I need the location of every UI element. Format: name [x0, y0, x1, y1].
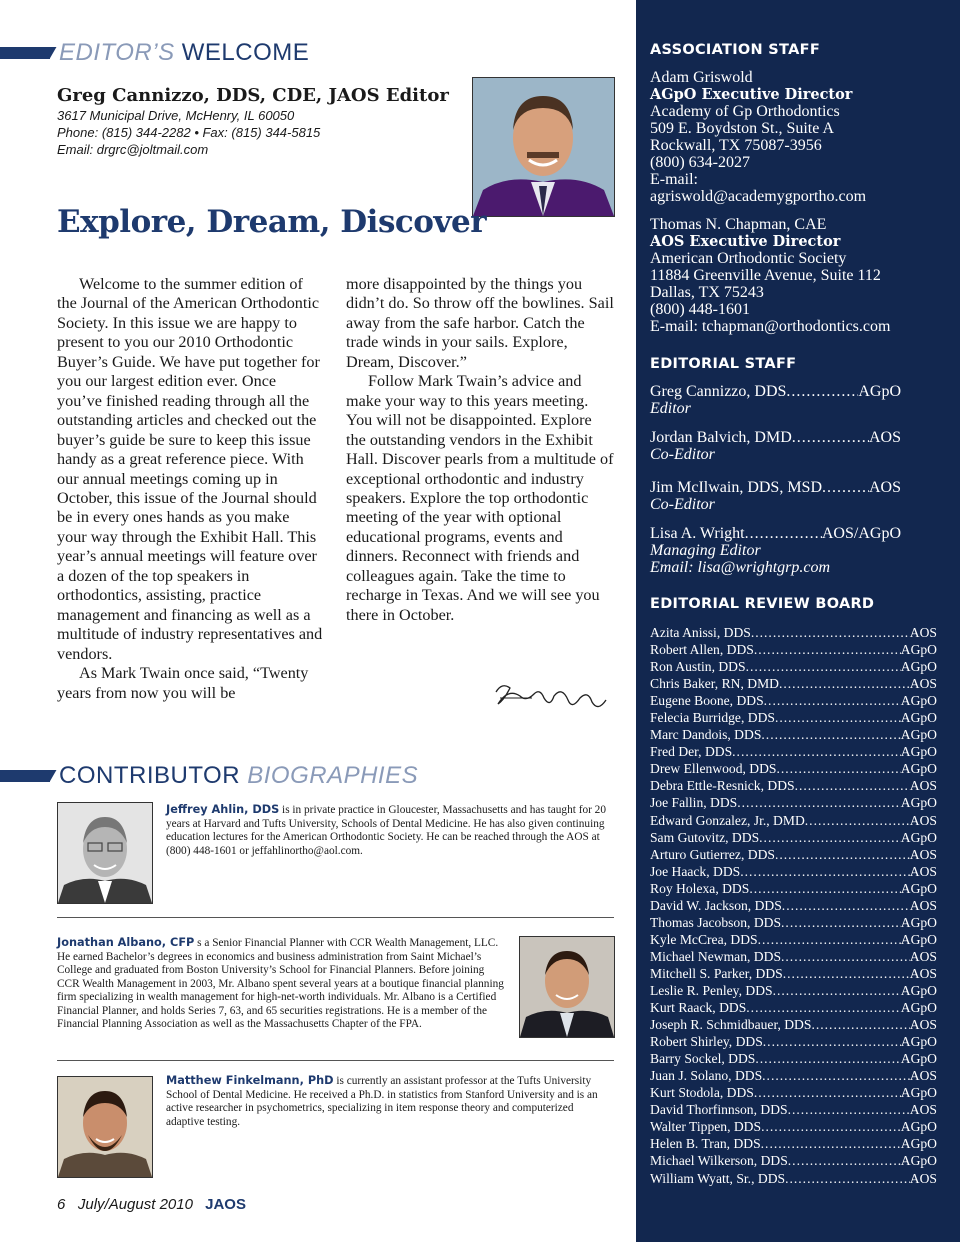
member-org: AOS	[909, 812, 937, 828]
contributor-name: Matthew Finkelmann, PhD	[166, 1074, 334, 1087]
review-board-member	[650, 743, 937, 760]
member-name: David Thorfinnson, DDS	[650, 1102, 788, 1118]
editorial-entry	[650, 525, 901, 576]
review-board-member	[650, 641, 937, 658]
member-org: AOS	[909, 1170, 937, 1186]
editors-welcome-heading	[59, 39, 309, 67]
review-board-list	[650, 624, 937, 1187]
review-board-heading: EDITORIAL REVIEW BOARD	[650, 596, 875, 612]
editorial-entry	[650, 479, 901, 513]
review-board-member	[650, 692, 937, 709]
staff-role: AOS Executive Director	[650, 233, 841, 250]
article-paragraph: As Mark Twain once said, “Twenty years from now you will be	[57, 664, 309, 702]
editor-staff-name: Greg Cannizzo, DDS	[650, 383, 787, 400]
staff-sidebar	[636, 0, 960, 1242]
member-name: Eugene Boone, DDS	[650, 693, 764, 709]
staff-address-1: 509 E. Boydston St., Suite A	[650, 120, 835, 137]
member-org: AGpO	[900, 982, 937, 998]
review-board-member	[650, 846, 937, 863]
member-org: AOS	[909, 1017, 937, 1033]
editor-signature	[492, 678, 610, 714]
member-name: Ron Austin, DDS	[650, 659, 746, 675]
review-board-member	[650, 1152, 937, 1169]
member-org: AGpO	[900, 727, 937, 743]
review-board-member	[650, 1050, 937, 1067]
editor-staff-org: AOS/AGpO	[821, 525, 901, 542]
review-board-member	[650, 794, 937, 811]
member-org: AOS	[909, 625, 937, 640]
review-board-member	[650, 812, 937, 829]
staff-role: AGpO Executive Director	[650, 86, 853, 103]
article-paragraph: Welcome to the summer edition of the Journal of the American Orthodontic Society. In this issue we are happy to present to you our 2010 Orthodontic Buyer’s Guide. We have put together for you our largest edition ever. Once you’ve finished reading through all the outstanding articles and checked out the buyer’s guide be sure to keep this issue handy as a great reference piece. With our annual meetings coming up in October, this issue of the Journal should be in every ones hands as you make your way through the Exhibit Hall. This year’s annual meetings will feature over a dozen of the top speakers in orthodontics, assisting, practice management and financing as well as a multitude of industry representatives and vendors.	[57, 275, 323, 663]
member-name: Sam Gutovitz, DDS	[650, 829, 760, 845]
staff-name: Adam Griswold	[650, 69, 753, 86]
association-staff-heading: ASSOCIATION STAFF	[650, 42, 821, 58]
editor-staff-name: Jim McIlwain, DDS, MSD	[650, 479, 823, 496]
contributor-text: s a Senior Financial Planner with CCR Wealth Management, LLC. He earned Bachelor’s degrees in economics and business administration from Saint Michael’s College and graduated from Boston University’s School for Financial Planners. Before joining CCR Wealth Management in 2003, Mr. Albano spent several years at a boutique financial planning firm specializing in wealth management for high-net-worth individuals. Mr. Albano is a Certified Financial Planner, and holds Series 7, 63, and 65 securities registrations. He is a member of the Financial Planning Association as well as the Massachusetts Chapter of the FPA.	[57, 937, 504, 1030]
review-board-member	[650, 1033, 937, 1050]
staff-email: agriswold@academygportho.com	[650, 188, 867, 205]
staff-org: American Orthodontic Society	[650, 250, 847, 267]
staff-entry	[650, 216, 950, 335]
staff-org: Academy of Gp Orthodontics	[650, 103, 840, 120]
contributor-bio	[166, 1074, 612, 1129]
staff-name: Thomas N. Chapman, CAE	[650, 216, 827, 233]
review-board-member	[650, 1118, 937, 1135]
member-name: Chris Baker, RN, DMD	[650, 676, 779, 692]
staff-address-2: Rockwall, TX 75087-3956	[650, 137, 822, 154]
member-name: Fred Der, DDS	[650, 744, 733, 760]
article-paragraph: Follow Mark Twain’s advice and make your way to this years meeting. You will not be disappointed. Explore the outstanding vendors in the Exhibit Hall. Discover pearls from a multitude of exceptional orthodontic and industry speakers. Explore the top orthodontic meeting of the year with optional educational programs, events and dinners. Reconnect with friends and colleagues again. Take the time to recharge in Texas. And we will see you there in October.	[346, 372, 614, 624]
member-org: AOS	[909, 1068, 937, 1084]
member-org: AGpO	[900, 795, 937, 811]
heading-bold: WELCOME	[181, 39, 310, 66]
review-board-member	[650, 982, 937, 999]
member-org: AOS	[909, 863, 937, 879]
staff-entry	[650, 69, 950, 205]
heading-light: EDITOR’S	[59, 39, 175, 66]
review-board-member	[650, 658, 937, 675]
member-org: AOS	[909, 676, 937, 692]
heading-light: BIOGRAPHIES	[247, 762, 419, 789]
member-name: Juan J. Solano, DDS	[650, 1068, 763, 1084]
member-name: David W. Jackson, DDS	[650, 897, 782, 913]
member-name: Mitchell S. Parker, DDS	[650, 965, 783, 981]
member-org: AGpO	[900, 659, 937, 675]
editor-staff-title: Managing Editor	[650, 542, 761, 559]
editor-staff-org: AOS	[868, 429, 901, 446]
staff-phone: (800) 634-2027	[650, 154, 750, 171]
review-board-member	[650, 931, 937, 948]
staff-phone: (800) 448-1601	[650, 301, 750, 318]
page-footer	[57, 1196, 246, 1213]
member-org: AOS	[909, 948, 937, 964]
staff-address-1: 11884 Greenville Avenue, Suite 112	[650, 267, 881, 284]
member-name: Azita Anissi, DDS	[650, 625, 751, 640]
review-board-member	[650, 1135, 937, 1152]
member-org: AGpO	[900, 914, 937, 930]
member-org: AGpO	[900, 744, 937, 760]
editor-staff-org: AGpO	[858, 383, 901, 400]
member-org: AGpO	[900, 880, 937, 896]
member-name: Michael Newman, DDS	[650, 948, 781, 964]
review-board-member	[650, 1067, 937, 1084]
contributor-bio	[166, 803, 606, 858]
member-name: William Wyatt, Sr., DDS	[650, 1170, 786, 1186]
review-board-member	[650, 726, 937, 743]
editorial-staff-heading: EDITORIAL STAFF	[650, 356, 797, 372]
member-name: Michael Wilkerson, DDS	[650, 1153, 788, 1169]
editorial-entry	[650, 429, 901, 463]
member-name: Helen B. Tran, DDS	[650, 1136, 761, 1152]
review-board-member	[650, 1170, 937, 1187]
review-board-member	[650, 914, 937, 931]
member-name: Edward Gonzalez, Jr., DMD	[650, 812, 805, 828]
member-name: Joseph R. Schmidbauer, DDS	[650, 1017, 812, 1033]
editor-staff-org: AOS	[868, 479, 901, 496]
member-name: Kurt Raack, DDS	[650, 1000, 747, 1016]
member-org: AGpO	[900, 1051, 937, 1067]
editor-staff-name: Lisa A. Wright	[650, 525, 745, 542]
contributor-photo	[57, 1076, 153, 1178]
member-name: Kurt Stodola, DDS	[650, 1085, 754, 1101]
editor-email: Email: drgrc@joltmail.com	[57, 142, 209, 157]
heading-bold: CONTRIBUTOR	[59, 762, 241, 789]
editor-staff-email: Email: lisa@wrightgrp.com	[650, 559, 831, 576]
editor-staff-name: Jordan Balvich, DMD	[650, 429, 792, 446]
staff-email-label: E-mail:	[650, 171, 698, 188]
contributor-name: Jonathan Albano, CFP	[57, 936, 195, 949]
member-org: AGpO	[900, 1119, 937, 1135]
issue-date: July/August 2010	[77, 1196, 193, 1213]
member-org: AGpO	[900, 1153, 937, 1169]
member-name: Arturo Gutierrez, DDS	[650, 846, 775, 862]
review-board-member	[650, 897, 937, 914]
member-org: AGpO	[900, 829, 937, 845]
member-name: Leslie R. Penley, DDS	[650, 982, 773, 998]
journal-name: JAOS	[205, 1196, 246, 1213]
member-name: Barry Sockel, DDS	[650, 1051, 756, 1067]
contributor-text: is in private practice in Gloucester, Massachusetts and has taught for 20 years at Harvard and Tufts University, Schools of Dental Medicine. He has also given continuing education lectures for the American Orthodontic Society. He can be reached through the AOS at (800) 448-1601 or jeffahlinortho@aol.com.	[166, 804, 606, 857]
member-name: Joe Fallin, DDS	[650, 795, 738, 811]
member-org: AOS	[909, 897, 937, 913]
staff-address-2: Dallas, TX 75243	[650, 284, 764, 301]
member-name: Felecia Burridge, DDS	[650, 710, 775, 726]
page-number: 6	[57, 1196, 66, 1213]
editor-address: 3617 Municipal Drive, McHenry, IL 60050	[57, 108, 295, 123]
member-name: Walter Tippen, DDS	[650, 1119, 762, 1135]
member-name: Robert Allen, DDS	[650, 642, 754, 658]
member-org: AGpO	[900, 1085, 937, 1101]
review-board-member	[650, 999, 937, 1016]
editor-staff-title: Co-Editor	[650, 496, 715, 513]
member-name: Debra Ettle-Resnick, DDS	[650, 778, 795, 794]
member-name: Marc Dandois, DDS	[650, 727, 762, 743]
contributor-photo	[519, 936, 615, 1038]
member-name: Kyle McCrea, DDS	[650, 931, 758, 947]
bio-divider	[57, 917, 614, 918]
article-column-2	[346, 275, 614, 625]
review-board-member	[650, 948, 937, 965]
editorial-entry	[650, 383, 901, 417]
contributor-heading	[59, 762, 418, 790]
review-board-member	[650, 1016, 937, 1033]
review-board-member	[650, 709, 937, 726]
contributor-photo	[57, 802, 153, 904]
editor-photo	[472, 77, 615, 217]
contributor-bio	[57, 936, 505, 1032]
editor-staff-title: Editor	[650, 400, 691, 417]
review-board-member	[650, 965, 937, 982]
editor-name: Greg Cannizzo, DDS, CDE, JAOS Editor	[57, 85, 449, 106]
member-org: AOS	[909, 1102, 937, 1118]
article-headline: Explore, Dream, Discover	[57, 204, 487, 240]
member-org: AGpO	[900, 931, 937, 947]
member-org: AOS	[909, 846, 937, 862]
member-org: AGpO	[900, 693, 937, 709]
member-name: Drew Ellenwood, DDS	[650, 761, 777, 777]
contributor-name: Jeffrey Ahlin, DDS	[166, 803, 280, 816]
member-org: AGpO	[900, 761, 937, 777]
review-board-member	[650, 863, 937, 880]
member-org: AOS	[909, 965, 937, 981]
editor-staff-title: Co-Editor	[650, 446, 715, 463]
review-board-member	[650, 1101, 937, 1118]
contributor-text: is currently an assistant professor at the Tufts University School of Dental Medicine. He received a Ph.D. in statistics from Stanford University and is an active researcher in psychometrics, specializing in item response theory and computerized adaptive testing.	[166, 1075, 598, 1128]
article-column-1	[57, 275, 323, 703]
member-name: Thomas Jacobson, DDS	[650, 914, 782, 930]
member-name: Joe Haack, DDS	[650, 863, 741, 879]
editorial-staff-list	[650, 383, 901, 588]
editor-phone: Phone: (815) 344-2282 • Fax: (815) 344-5815	[57, 125, 321, 140]
member-org: AGpO	[900, 1136, 937, 1152]
editor-contact	[57, 107, 320, 158]
staff-email: E-mail: tchapman@orthodontics.com	[650, 318, 891, 335]
review-board-member	[650, 624, 937, 641]
member-org: AGpO	[900, 642, 937, 658]
review-board-member	[650, 829, 937, 846]
article-paragraph: more disappointed by the things you didn’t do. So throw off the bowlines. Sail away from the safe harbor. Catch the trade winds in your sails. Explore, Dream, Discover.”	[346, 275, 614, 371]
member-name: Robert Shirley, DDS	[650, 1034, 763, 1050]
member-name: Roy Holexa, DDS	[650, 880, 750, 896]
review-board-member	[650, 1084, 937, 1101]
member-org: AGpO	[900, 1000, 937, 1016]
review-board-member	[650, 760, 937, 777]
member-org: AOS	[909, 778, 937, 794]
review-board-member	[650, 777, 937, 794]
review-board-member	[650, 675, 937, 692]
bio-divider	[57, 1060, 614, 1061]
member-org: AGpO	[900, 1034, 937, 1050]
review-board-member	[650, 880, 937, 897]
member-org: AGpO	[900, 710, 937, 726]
